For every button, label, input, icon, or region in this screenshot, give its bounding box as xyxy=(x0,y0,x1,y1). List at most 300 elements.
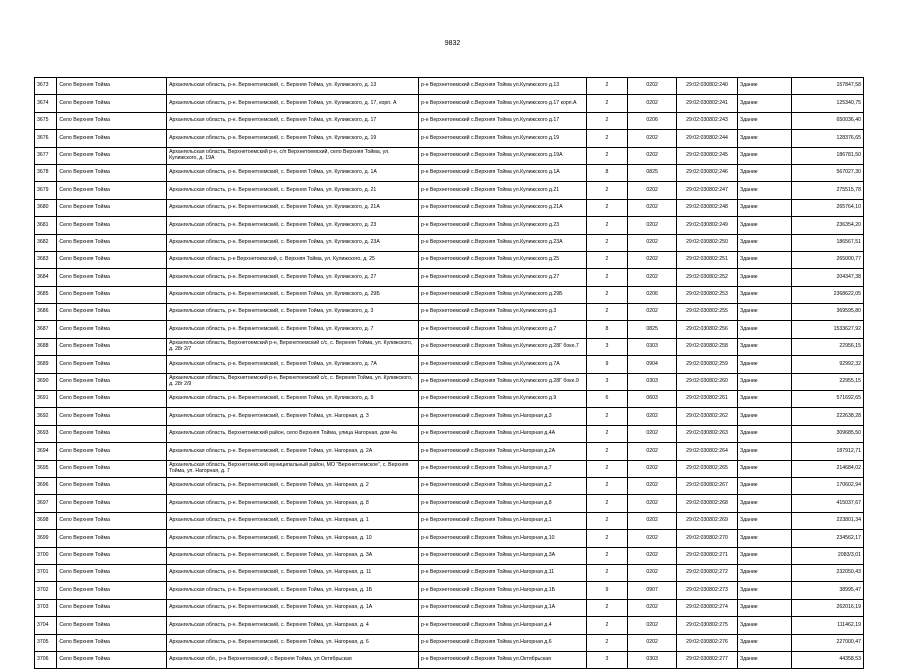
object-type-cell: Здание xyxy=(737,251,791,268)
cadastral-value-cell: 223801,34 xyxy=(791,512,863,529)
address-cell: Архангельская область, р-н. Верхнетоемский, с. Верхняя Тойма, ул. Кулижского, д. 7А xyxy=(167,356,419,373)
cadastral-number-cell: 29:02:030802:259 xyxy=(677,356,738,373)
row-number-cell: 3673 xyxy=(35,78,57,95)
object-type-cell: Здание xyxy=(737,425,791,442)
row-number-cell: 3675 xyxy=(35,112,57,129)
group-code-cell: 3 xyxy=(586,338,628,355)
row-number-cell: 3694 xyxy=(35,443,57,460)
settlement-cell: Село Верхняя Тойма xyxy=(57,130,167,147)
row-number-cell: 3681 xyxy=(35,217,57,234)
table-row xyxy=(35,617,864,634)
registry-table-body xyxy=(35,78,864,669)
table-row xyxy=(35,408,864,425)
row-number-cell: 3686 xyxy=(35,304,57,321)
short-address-cell: р-н Верхнетоемский с.Верхняя Тойма ул.Нагорная д.4А xyxy=(419,425,587,442)
cadastral-value-cell: 232050,43 xyxy=(791,564,863,581)
cadastral-number-cell: 29:02:030802:271 xyxy=(677,547,738,564)
table-row xyxy=(35,391,864,408)
type-code-cell: 0202 xyxy=(628,634,677,651)
table-row xyxy=(35,512,864,529)
address-cell: Архангельская область, р-н. Верхнетоемский, с. Верхняя Тойма, ул. Нагорная, д. 3А xyxy=(167,547,419,564)
short-address-cell: р-н Верхнетоемский с.Верхняя Тойма ул.Кулижского д.9 xyxy=(419,391,587,408)
address-cell: Архангельская область, р-н. Верхнетоемский, с. Верхняя Тойма, ул. Кулижского, д. 27 xyxy=(167,269,419,286)
cadastral-value-cell: 157847,58 xyxy=(791,78,863,95)
table-row xyxy=(35,199,864,216)
row-number-cell: 3693 xyxy=(35,425,57,442)
type-code-cell: 0202 xyxy=(628,530,677,547)
type-code-cell: 0202 xyxy=(628,78,677,95)
address-cell: Архангельская область, Верхнетоемский р-н, с/п Верхнетоемский, село Верхняя Тойма, ул. Кулижского, д. 19А xyxy=(167,147,419,164)
settlement-cell: Село Верхняя Тойма xyxy=(57,112,167,129)
object-type-cell: Здание xyxy=(737,147,791,164)
group-code-cell: 2 xyxy=(586,408,628,425)
settlement-cell: Село Верхняя Тойма xyxy=(57,182,167,199)
cadastral-value-cell: 186567,51 xyxy=(791,234,863,251)
table-row xyxy=(35,495,864,512)
address-cell: Архангельская область, р-н. Верхнетоемский, с. Верхняя Тойма, ул. Кулижского, д. 3 xyxy=(167,304,419,321)
table-row xyxy=(35,217,864,234)
settlement-cell: Село Верхняя Тойма xyxy=(57,512,167,529)
short-address-cell: р-н Верхнетоемский с.Верхняя Тойма ул.Кулижского д.17 корп.А xyxy=(419,95,587,112)
cadastral-number-cell: 29:02:030802:264 xyxy=(677,443,738,460)
row-number-cell: 3700 xyxy=(35,547,57,564)
settlement-cell: Село Верхняя Тойма xyxy=(57,78,167,95)
object-type-cell: Здание xyxy=(737,547,791,564)
row-number-cell: 3685 xyxy=(35,286,57,303)
short-address-cell: р-н Верхнетоемский с.Верхняя Тойма ул.Кулижского д.19А xyxy=(419,147,587,164)
settlement-cell: Село Верхняя Тойма xyxy=(57,373,167,390)
registry-table xyxy=(34,77,864,669)
type-code-cell: 0202 xyxy=(628,147,677,164)
cadastral-number-cell: 29:02:030802:248 xyxy=(677,199,738,216)
cadastral-number-cell: 29:02:030802:253 xyxy=(677,286,738,303)
address-cell: Архангельская область, р-н. Верхнетоемский, с. Верхняя Тойма, ул. Кулижского, д. 21А xyxy=(167,199,419,216)
type-code-cell: 0202 xyxy=(628,547,677,564)
cadastral-value-cell: 567027,30 xyxy=(791,164,863,181)
object-type-cell: Здание xyxy=(737,599,791,616)
row-number-cell: 3692 xyxy=(35,408,57,425)
table-row xyxy=(35,373,864,390)
address-cell: Архангельская область, р-н. Верхнетоемский, с. Верхняя Тойма, ул. Нагорная, д. 4 xyxy=(167,617,419,634)
type-code-cell: 0904 xyxy=(628,356,677,373)
type-code-cell: 0202 xyxy=(628,477,677,494)
object-type-cell: Здание xyxy=(737,582,791,599)
cadastral-number-cell: 29:02:030802:261 xyxy=(677,391,738,408)
cadastral-number-cell: 29:02:030802:268 xyxy=(677,495,738,512)
type-code-cell: 0825 xyxy=(628,321,677,338)
table-row xyxy=(35,234,864,251)
short-address-cell: р-н Верхнетоемский с.Верхняя Тойма ул.Кулижского д.21А xyxy=(419,199,587,216)
table-row xyxy=(35,564,864,581)
address-cell: Архангельская область, р-н. Верхнетоемский, с. Верхняя Тойма, ул. Кулижского, д. 29Б xyxy=(167,286,419,303)
address-cell: Архангельская область, р-н. Верхнетоемский, с. Верхняя Тойма, ул. Нагорная, д. 1А xyxy=(167,599,419,616)
short-address-cell: р-н Верхнетоемский с.Верхняя Тойма ул.Кулижского д.13 xyxy=(419,78,587,95)
address-cell: Архангельская область, р-н. Верхнетоемский, с. Верхняя Тойма, ул. Кулижского, д. 9 xyxy=(167,391,419,408)
cadastral-value-cell: 369595,80 xyxy=(791,304,863,321)
type-code-cell: 0202 xyxy=(628,217,677,234)
row-number-cell: 3684 xyxy=(35,269,57,286)
type-code-cell: 0825 xyxy=(628,164,677,181)
settlement-cell: Село Верхняя Тойма xyxy=(57,599,167,616)
cadastral-value-cell: 214684,02 xyxy=(791,460,863,477)
row-number-cell: 3680 xyxy=(35,199,57,216)
object-type-cell: Здание xyxy=(737,530,791,547)
address-cell: Архангельская обл., р-н Верхнетоемский, с Верхняя Тойма, ул Октябрьская xyxy=(167,651,419,668)
row-number-cell: 3677 xyxy=(35,147,57,164)
page-number: 9832 xyxy=(444,40,461,47)
group-code-cell: 2 xyxy=(586,564,628,581)
address-cell: Архангельская область, Верхнетоемский район, село Верхняя Тойма, улица Нагорная, дом 4а xyxy=(167,425,419,442)
address-cell: Архангельская область, р-н. Верхнетоемский, с. Верхняя Тойма, ул. Кулижского, д. 7 xyxy=(167,321,419,338)
row-number-cell: 3676 xyxy=(35,130,57,147)
address-cell: Архангельская область, р-н. Верхнетоемский, с. Верхняя Тойма, ул. Кулижского, д. 19 xyxy=(167,130,419,147)
cadastral-number-cell: 29:02:030802:255 xyxy=(677,304,738,321)
short-address-cell: р-н Верхнетоемский с.Верхняя Тойма ул.Нагорная д.3 xyxy=(419,408,587,425)
object-type-cell: Здание xyxy=(737,217,791,234)
address-cell: Архангельская область, р-н. Верхнетоемский, с. Верхняя Тойма, ул. Нагорная, д. 6 xyxy=(167,634,419,651)
group-code-cell: 2 xyxy=(586,112,628,129)
object-type-cell: Здание xyxy=(737,78,791,95)
group-code-cell: 3 xyxy=(586,373,628,390)
cadastral-number-cell: 29:02:030802:256 xyxy=(677,321,738,338)
address-cell: Архангельская область, р-н. Верхнетоемский, с. Верхняя Тойма, ул. Кулижского, д. 23 xyxy=(167,217,419,234)
row-number-cell: 3679 xyxy=(35,182,57,199)
object-type-cell: Здание xyxy=(737,564,791,581)
cadastral-value-cell: 265764,10 xyxy=(791,199,863,216)
cadastral-value-cell: 2083/3,01 xyxy=(791,547,863,564)
object-type-cell: Здание xyxy=(737,304,791,321)
cadastral-value-cell: 111462,19 xyxy=(791,617,863,634)
row-number-cell: 3704 xyxy=(35,617,57,634)
cadastral-value-cell: 275515,78 xyxy=(791,182,863,199)
group-code-cell: 2 xyxy=(586,269,628,286)
table-row xyxy=(35,599,864,616)
short-address-cell: р-н Верхнетоемский с.Верхняя Тойма ул.Нагорная д.8 xyxy=(419,495,587,512)
group-code-cell: 2 xyxy=(586,634,628,651)
short-address-cell: р-н Верхнетоемский с.Верхняя Тойма ул.Нагорная д.11 xyxy=(419,564,587,581)
group-code-cell: 6 xyxy=(586,391,628,408)
table-row xyxy=(35,251,864,268)
group-code-cell: 9 xyxy=(586,356,628,373)
settlement-cell: Село Верхняя Тойма xyxy=(57,234,167,251)
settlement-cell: Село Верхняя Тойма xyxy=(57,530,167,547)
cadastral-number-cell: 29:02:030802:265 xyxy=(677,460,738,477)
table-row xyxy=(35,356,864,373)
address-cell: Архангельская область, р-н. Верхнетоемский, с. Верхняя Тойма, ул. Кулижского, д. 13 xyxy=(167,78,419,95)
row-number-cell: 3674 xyxy=(35,95,57,112)
group-code-cell: 2 xyxy=(586,251,628,268)
row-number-cell: 3687 xyxy=(35,321,57,338)
row-number-cell: 3702 xyxy=(35,582,57,599)
group-code-cell: 2 xyxy=(586,217,628,234)
cadastral-number-cell: 29:02:030802:262 xyxy=(677,408,738,425)
table-row xyxy=(35,425,864,442)
cadastral-value-cell: 265000,77 xyxy=(791,251,863,268)
row-number-cell: 3701 xyxy=(35,564,57,581)
cadastral-number-cell: 29:02:030802:246 xyxy=(677,164,738,181)
cadastral-value-cell: 38995,47 xyxy=(791,582,863,599)
table-row xyxy=(35,634,864,651)
address-cell: Архангельская область, р-н. Верхнетоемский, с. Верхняя Тойма, ул. Нагорная, д. 1 xyxy=(167,512,419,529)
table-row xyxy=(35,95,864,112)
row-number-cell: 3690 xyxy=(35,373,57,390)
object-type-cell: Здание xyxy=(737,321,791,338)
row-number-cell: 3683 xyxy=(35,251,57,268)
table-row xyxy=(35,269,864,286)
settlement-cell: Село Верхняя Тойма xyxy=(57,477,167,494)
cadastral-number-cell: 29:02:030802:249 xyxy=(677,217,738,234)
group-code-cell: 2 xyxy=(586,199,628,216)
settlement-cell: Село Верхняя Тойма xyxy=(57,164,167,181)
type-code-cell: 0206 xyxy=(628,112,677,129)
row-number-cell: 3706 xyxy=(35,651,57,668)
cadastral-number-cell: 29:02:030802:260 xyxy=(677,373,738,390)
settlement-cell: Село Верхняя Тойма xyxy=(57,147,167,164)
table-row xyxy=(35,651,864,668)
address-cell: Архангельская область, р-н. Верхнетоемский, с. Верхняя Тойма, ул. Нагорная, д. 11 xyxy=(167,564,419,581)
row-number-cell: 3688 xyxy=(35,338,57,355)
row-number-cell: 3691 xyxy=(35,391,57,408)
cadastral-number-cell: 29:02:030802:276 xyxy=(677,634,738,651)
table-row xyxy=(35,164,864,181)
group-code-cell: 2 xyxy=(586,599,628,616)
type-code-cell: 0202 xyxy=(628,130,677,147)
object-type-cell: Здание xyxy=(737,460,791,477)
group-code-cell: 2 xyxy=(586,425,628,442)
group-code-cell: 2 xyxy=(586,530,628,547)
table-row xyxy=(35,338,864,355)
group-code-cell: 8 xyxy=(586,164,628,181)
type-code-cell: 0202 xyxy=(628,182,677,199)
object-type-cell: Здание xyxy=(737,112,791,129)
short-address-cell: р-н Верхнетоемский с.Верхняя Тойма ул.Кулижского д.7А xyxy=(419,356,587,373)
group-code-cell: 2 xyxy=(586,460,628,477)
cadastral-number-cell: 29:02:030802:250 xyxy=(677,234,738,251)
group-code-cell: 2 xyxy=(586,182,628,199)
settlement-cell: Село Верхняя Тойма xyxy=(57,199,167,216)
short-address-cell: р-н Верхнетоемский с.Верхняя Тойма ул.Кулижского д.3 xyxy=(419,304,587,321)
row-number-cell: 3705 xyxy=(35,634,57,651)
row-number-cell: 3678 xyxy=(35,164,57,181)
type-code-cell: 0202 xyxy=(628,599,677,616)
settlement-cell: Село Верхняя Тойма xyxy=(57,547,167,564)
cadastral-value-cell: 227000,47 xyxy=(791,634,863,651)
object-type-cell: Здание xyxy=(737,443,791,460)
object-type-cell: Здание xyxy=(737,234,791,251)
cadastral-number-cell: 29:02:030802:241 xyxy=(677,95,738,112)
type-code-cell: 0202 xyxy=(628,269,677,286)
row-number-cell: 3697 xyxy=(35,495,57,512)
group-code-cell: 2 xyxy=(586,443,628,460)
type-code-cell: 0202 xyxy=(628,234,677,251)
cadastral-value-cell: 571692,65 xyxy=(791,391,863,408)
settlement-cell: Село Верхняя Тойма xyxy=(57,356,167,373)
cadastral-value-cell: 170602,94 xyxy=(791,477,863,494)
short-address-cell: р-н Верхнетоемский с.Верхняя Тойма ул.Октябрьская xyxy=(419,651,587,668)
group-code-cell: 2 xyxy=(586,495,628,512)
cadastral-value-cell: 309685,50 xyxy=(791,425,863,442)
cadastral-number-cell: 29:02:030802:277 xyxy=(677,651,738,668)
type-code-cell: 0202 xyxy=(628,443,677,460)
object-type-cell: Здание xyxy=(737,286,791,303)
group-code-cell: 2 xyxy=(586,234,628,251)
address-cell: Архангельская область, р-н. Верхнетоемский, с. Верхняя Тойма, ул. Нагорная, д. 8 xyxy=(167,495,419,512)
object-type-cell: Здание xyxy=(737,338,791,355)
cadastral-value-cell: 44358,53 xyxy=(791,651,863,668)
object-type-cell: Здание xyxy=(737,617,791,634)
group-code-cell: 2 xyxy=(586,304,628,321)
table-row xyxy=(35,530,864,547)
type-code-cell: 0202 xyxy=(628,408,677,425)
group-code-cell: 2 xyxy=(586,95,628,112)
cadastral-value-cell: 415037,67 xyxy=(791,495,863,512)
cadastral-number-cell: 29:02:030802:243 xyxy=(677,112,738,129)
group-code-cell: 2 xyxy=(586,286,628,303)
object-type-cell: Здание xyxy=(737,373,791,390)
settlement-cell: Село Верхняя Тойма xyxy=(57,286,167,303)
table-row xyxy=(35,477,864,494)
settlement-cell: Село Верхняя Тойма xyxy=(57,564,167,581)
row-number-cell: 3703 xyxy=(35,599,57,616)
address-cell: Архангельская область, р-н. Верхнетоемский, с. Верхняя Тойма, ул. Нагорная, д. 1Б xyxy=(167,582,419,599)
short-address-cell: р-н Верхнетоемский с.Верхняя Тойма ул.Кулижского д.28Г боке.7 xyxy=(419,338,587,355)
row-number-cell: 3698 xyxy=(35,512,57,529)
cadastral-number-cell: 29:02:030802:270 xyxy=(677,530,738,547)
short-address-cell: р-н Верхнетоемский с.Верхняя Тойма ул.Кулижского д.7 xyxy=(419,321,587,338)
object-type-cell: Здание xyxy=(737,130,791,147)
group-code-cell: 2 xyxy=(586,547,628,564)
cadastral-number-cell: 29:02:030802:274 xyxy=(677,599,738,616)
table-row xyxy=(35,582,864,599)
settlement-cell: Село Верхняя Тойма xyxy=(57,425,167,442)
short-address-cell: р-н Верхнетоемский с.Верхняя Тойма ул.Нагорная д.10 xyxy=(419,530,587,547)
group-code-cell: 2 xyxy=(586,147,628,164)
cadastral-number-cell: 29:02:030802:267 xyxy=(677,477,738,494)
type-code-cell: 0303 xyxy=(628,338,677,355)
type-code-cell: 0202 xyxy=(628,251,677,268)
short-address-cell: р-н Верхнетоемский с.Верхняя Тойма ул.Кулижского д.17 xyxy=(419,112,587,129)
cadastral-number-cell: 29:02:030802:251 xyxy=(677,251,738,268)
cadastral-number-cell: 29:02:030802:272 xyxy=(677,564,738,581)
cadastral-value-cell: 236354,20 xyxy=(791,217,863,234)
address-cell: Архангельская область, р-н. Верхнетоемский, с. Верхняя Тойма, ул. Кулижского, д. 17 xyxy=(167,112,419,129)
short-address-cell: р-н Верхнетоемский с.Верхняя Тойма ул.Нагорная д.1Б xyxy=(419,582,587,599)
row-number-cell: 3696 xyxy=(35,477,57,494)
group-code-cell: 3 xyxy=(586,651,628,668)
type-code-cell: 0202 xyxy=(628,304,677,321)
settlement-cell: Село Верхняя Тойма xyxy=(57,582,167,599)
settlement-cell: Село Верхняя Тойма xyxy=(57,634,167,651)
cadastral-value-cell: 262016,19 xyxy=(791,599,863,616)
address-cell: Архангельская область, р-н. Верхнетоемский, с. Верхняя Тойма, ул. Кулижского, д. 21 xyxy=(167,182,419,199)
table-row xyxy=(35,147,864,164)
settlement-cell: Село Верхняя Тойма xyxy=(57,269,167,286)
object-type-cell: Здание xyxy=(737,408,791,425)
settlement-cell: Село Верхняя Тойма xyxy=(57,408,167,425)
short-address-cell: р-н Верхнетоемский с.Верхняя Тойма ул.Кулижского д.21 xyxy=(419,182,587,199)
type-code-cell: 0202 xyxy=(628,199,677,216)
cadastral-number-cell: 29:02:030802:273 xyxy=(677,582,738,599)
cadastral-number-cell: 29:02:030802:269 xyxy=(677,512,738,529)
settlement-cell: Село Верхняя Тойма xyxy=(57,391,167,408)
object-type-cell: Здание xyxy=(737,634,791,651)
cadastral-value-cell: 222638,28 xyxy=(791,408,863,425)
type-code-cell: 0202 xyxy=(628,512,677,529)
type-code-cell: 0303 xyxy=(628,373,677,390)
row-number-cell: 3699 xyxy=(35,530,57,547)
cadastral-number-cell: 29:02:030802:244 xyxy=(677,130,738,147)
type-code-cell: 0202 xyxy=(628,564,677,581)
cadastral-value-cell: 128376,65 xyxy=(791,130,863,147)
cadastral-value-cell: 125340,75 xyxy=(791,95,863,112)
cadastral-value-cell: 92992,32 xyxy=(791,356,863,373)
group-code-cell: 8 xyxy=(586,321,628,338)
short-address-cell: р-н Верхнетоемский с.Верхняя Тойма ул.Кулижского д.29Б xyxy=(419,286,587,303)
table-row xyxy=(35,460,864,477)
short-address-cell: р-н Верхнетоемский с.Верхняя Тойма ул.Кулижского д.27 xyxy=(419,269,587,286)
type-code-cell: 0303 xyxy=(628,651,677,668)
row-number-cell: 3682 xyxy=(35,234,57,251)
address-cell: Архангельская область, р-н. Верхнетоемский, с. Верхняя Тойма, ул. Кулижского, д. 1А xyxy=(167,164,419,181)
settlement-cell: Село Верхняя Тойма xyxy=(57,617,167,634)
cadastral-value-cell: 22956,15 xyxy=(791,338,863,355)
short-address-cell: р-н Верхнетоемский с.Верхняя Тойма ул.Нагорная д.7 xyxy=(419,460,587,477)
type-code-cell: 0202 xyxy=(628,617,677,634)
type-code-cell: 0202 xyxy=(628,95,677,112)
short-address-cell: р-н Верхнетоемский с.Верхняя Тойма ул.Кулижского д.23А xyxy=(419,234,587,251)
cadastral-value-cell: 204347,38 xyxy=(791,269,863,286)
group-code-cell: 2 xyxy=(586,130,628,147)
short-address-cell: р-н Верхнетоемский с.Верхняя Тойма ул.Кулижского д.25 xyxy=(419,251,587,268)
address-cell: Архангельская область, р-н. Верхнетоемский, с. Верхняя Тойма, ул. Нагорная, д. 2 xyxy=(167,477,419,494)
address-cell: Архангельская область, р-н. Верхнетоемский, с. Верхняя Тойма, ул. Нагорная, д. 3 xyxy=(167,408,419,425)
address-cell: Архангельская область, р-н Верхнетоемский, с. Верхняя Тойма, ул. Кулижского, д. 25 xyxy=(167,251,419,268)
short-address-cell: р-н Верхнетоемский с.Верхняя Тойма ул.Кулижского д.19 xyxy=(419,130,587,147)
cadastral-number-cell: 29:02:030802:240 xyxy=(677,78,738,95)
cadastral-value-cell: 186781,50 xyxy=(791,147,863,164)
cadastral-number-cell: 29:02:030802:258 xyxy=(677,338,738,355)
group-code-cell: 2 xyxy=(586,512,628,529)
table-row xyxy=(35,443,864,460)
address-cell: Архангельская область, р-н. Верхнетоемский, с. Верхняя Тойма, ул. Кулижского, д. 23А xyxy=(167,234,419,251)
object-type-cell: Здание xyxy=(737,182,791,199)
settlement-cell: Село Верхняя Тойма xyxy=(57,321,167,338)
group-code-cell: 9 xyxy=(586,582,628,599)
table-row xyxy=(35,130,864,147)
object-type-cell: Здание xyxy=(737,95,791,112)
cadastral-value-cell: 22955,15 xyxy=(791,373,863,390)
cadastral-value-cell: 1533627,92 xyxy=(791,321,863,338)
settlement-cell: Село Верхняя Тойма xyxy=(57,251,167,268)
address-cell: Архангельская область, р-н. Верхнетоемский, с. Верхняя Тойма, ул. Нагорная, д. 10 xyxy=(167,530,419,547)
type-code-cell: 0202 xyxy=(628,425,677,442)
short-address-cell: р-н Верхнетоемский с.Верхняя Тойма ул.Нагорная д.3А xyxy=(419,547,587,564)
object-type-cell: Здание xyxy=(737,199,791,216)
settlement-cell: Село Верхняя Тойма xyxy=(57,95,167,112)
row-number-cell: 3689 xyxy=(35,356,57,373)
cadastral-number-cell: 29:02:030802:263 xyxy=(677,425,738,442)
short-address-cell: р-н Верхнетоемский с.Верхняя Тойма ул.Кулижского д.23 xyxy=(419,217,587,234)
cadastral-number-cell: 29:02:030802:247 xyxy=(677,182,738,199)
group-code-cell: 2 xyxy=(586,477,628,494)
settlement-cell: Село Верхняя Тойма xyxy=(57,338,167,355)
table-row xyxy=(35,182,864,199)
object-type-cell: Здание xyxy=(737,477,791,494)
table-row xyxy=(35,321,864,338)
settlement-cell: Село Верхняя Тойма xyxy=(57,443,167,460)
object-type-cell: Здание xyxy=(737,651,791,668)
object-type-cell: Здание xyxy=(737,495,791,512)
